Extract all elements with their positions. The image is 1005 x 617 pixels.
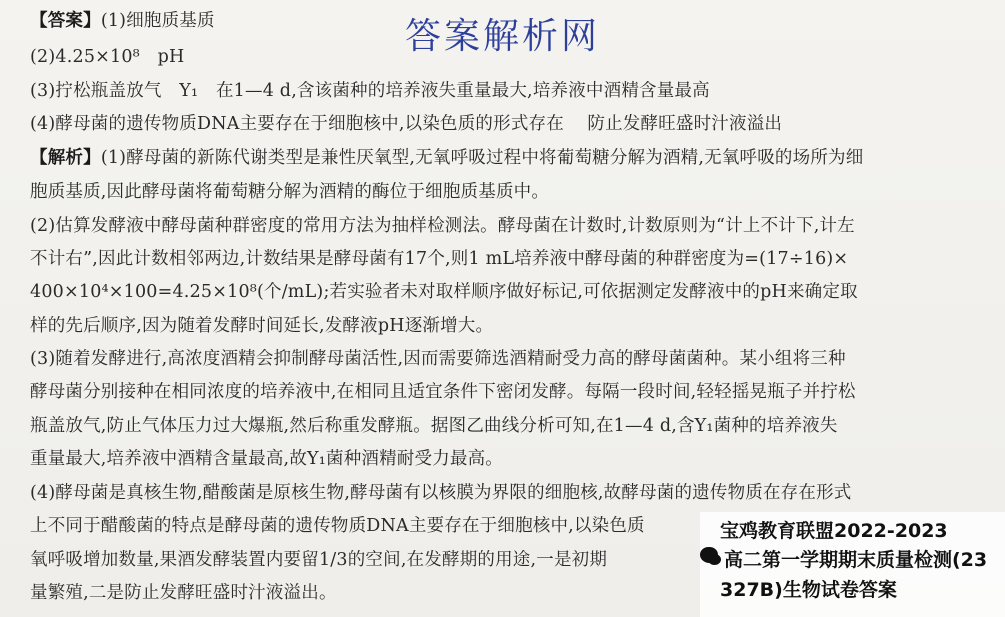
answer-line-4: (4)酵母菌的遗传物质DNA主要存在于细胞核中,以染色质的形式存在 防止发酵旺盛时汁液溢出 bbox=[30, 114, 783, 134]
analysis-line-8: 酵母菌分别接种在相同浓度的培养液中,在相同且适宜条件下密闭发酵。每隔一段时间,轻轻摇晃瓶子并拧松 bbox=[30, 382, 856, 402]
analysis-line-5: 400×10⁴×100=4.25×10⁸(个/mL);若实验者未对取样顺序做好标记,可依据测定发酵液中的pH来确定取 bbox=[30, 282, 858, 302]
badge-line-2: 高二第一学期期末质量检测(23 bbox=[724, 549, 988, 571]
answer-line-3: (3)拧松瓶盖放气 Y₁ 在1—4 d,含该菌种的培养液失重量最大,培养液中酒精含量最高 bbox=[30, 81, 710, 101]
analysis-line-12: 上不同于醋酸菌的特点是酵母菌的遗传物质DNA主要存在于细胞核中,以染色质 bbox=[30, 516, 645, 536]
analysis-line-13: 氧呼吸增加数量,果酒发酵装置内要留1/3的空间,在发酵期的用途,一是初期 bbox=[30, 550, 608, 570]
analysis-tag: 【解析】 bbox=[30, 148, 101, 168]
analysis-line-7: (3)随着发酵进行,高浓度酒精会抑制酵母菌活性,因而需要筛选酒精耐受力高的酵母菌菌种。某小组将三种 bbox=[30, 349, 846, 369]
answer-line-1: 【答案】(1)细胞质基质 bbox=[30, 11, 215, 31]
analysis-line-14: 量繁殖,二是防止发酵旺盛时汁液溢出。 bbox=[30, 583, 337, 603]
analysis-line-4: 不计右”,因此计数相邻两边,计数结果是酵母菌有17个,则1 mL培养液中酵母菌的种群密度为=(17÷16)× bbox=[30, 249, 849, 269]
wechat-icon bbox=[700, 547, 718, 563]
analysis-line-10: 重量最大,培养液中酒精含量最高,故Y₁菌种酒精耐受力最高。 bbox=[30, 449, 503, 469]
watermark-title: 答案解析网 bbox=[405, 16, 601, 57]
analysis-line-11: (4)酵母菌是真核生物,醋酸菌是原核生物,酵母菌有以核膜为界限的细胞核,故酵母菌的遗传物质在存在形式 bbox=[30, 483, 852, 503]
analysis-line-2: 胞质基质,因此酵母菌将葡萄糖分解为酒精的酶位于细胞质基质中。 bbox=[30, 182, 550, 202]
analysis-line-3: (2)估算发酵液中酵母菌种群密度的常用方法为抽样检测法。酵母菌在计数时,计数原则为“计上不计下,计左 bbox=[30, 216, 855, 236]
answer-line-2: (2)4.25×10⁸ pH bbox=[30, 47, 185, 67]
analysis-line-1: 【解析】(1)酵母菌的新陈代谢类型是兼性厌氧型,无氧呼吸过程中将葡萄糖分解为酒精,无氧呼吸的场所为细 bbox=[30, 148, 864, 168]
answer-tag: 【答案】 bbox=[30, 11, 101, 31]
badge-line-1: 宝鸡教育联盟2022-2023 bbox=[720, 520, 948, 542]
analysis-line-9: 瓶盖放气,防止气体压力过大爆瓶,然后称重发酵瓶。据图乙曲线分析可知,在1—4 d,含Y₁菌种的培养液失 bbox=[30, 416, 838, 436]
badge-line-3: 327B)生物试卷答案 bbox=[720, 579, 897, 601]
analysis-line-6: 样的先后顺序,因为随着发酵时间延长,发酵液pH逐渐增大。 bbox=[30, 316, 494, 336]
